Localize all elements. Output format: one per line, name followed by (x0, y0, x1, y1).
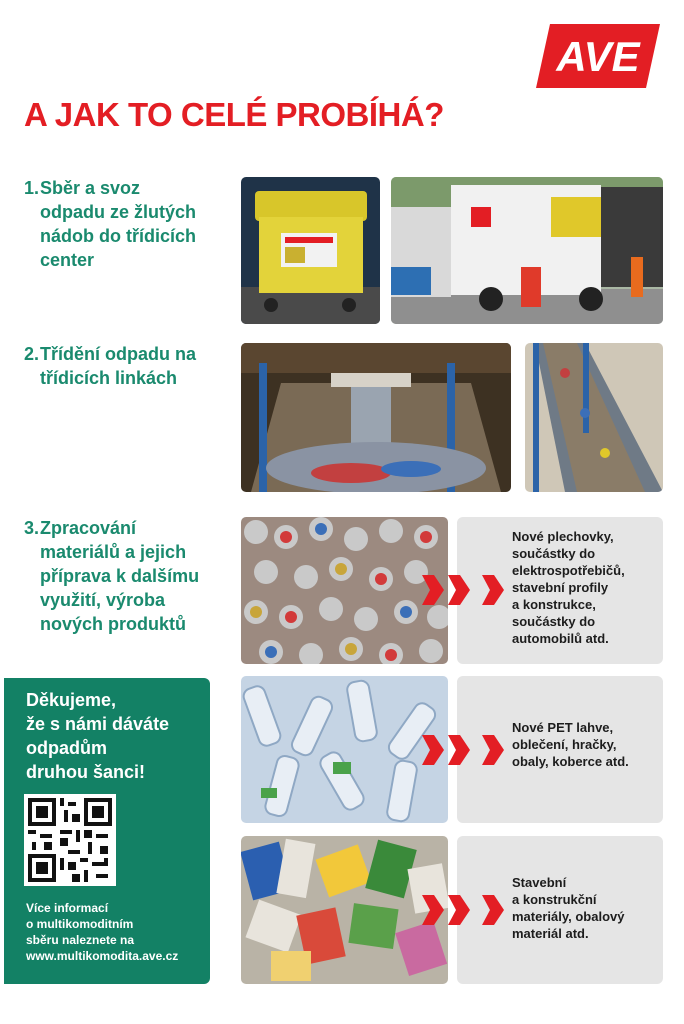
step-3-heading: 3.Zpracování materiálů a jejich příprava k dalšímu využití, výroba nových produktů (24, 518, 200, 634)
output-box-pet: Nové PET lahve, oblečení, hračky, obaly, koberce atd. (457, 676, 663, 823)
svg-text:AVE: AVE (556, 33, 640, 80)
arrow-right-icon (448, 575, 470, 605)
yellow-bin-photo (241, 177, 380, 324)
conveyor-belt-photo (525, 343, 663, 492)
arrow-right-icon (422, 735, 444, 765)
arrow-right-icon (448, 735, 470, 765)
garbage-truck-photo (391, 177, 663, 324)
thank-you-message: Děkujeme, že s námi dáváte odpadům druhou šanci! (26, 690, 170, 782)
more-info-text: Více informací o multikomoditním sběru naleznete na www.multikomodita.ave.cz (26, 901, 179, 963)
ave-logo (536, 24, 660, 88)
arrow-right-icon (422, 895, 444, 925)
crushed-cans-photo (241, 517, 448, 664)
arrow-right-icon (482, 575, 504, 605)
step-1-heading: 1.Sběr a svoz odpadu ze žlutých nádob do třídicích center (24, 178, 197, 270)
cartons-photo (241, 836, 448, 984)
page-title: A JAK TO CELÉ PROBÍHÁ? (24, 96, 444, 133)
output-box-metals: Nové plechovky, součástky do elektrospotřebičů, stavební profily a konstrukce, součástky do automobilů atd. (457, 517, 663, 664)
qr-code[interactable] (24, 794, 116, 886)
output-box-cartons: Stavební a konstrukční materiály, obalový materiál atd. (457, 836, 663, 984)
arrow-right-icon (482, 895, 504, 925)
arrow-right-icon (422, 575, 444, 605)
sorting-line-photo (241, 343, 511, 492)
pet-bottles-photo (241, 676, 448, 823)
thank-you-panel (4, 678, 210, 984)
arrow-right-icon (482, 735, 504, 765)
arrow-right-icon (448, 895, 470, 925)
website-link[interactable]: www.multikomodita.ave.cz (26, 949, 179, 963)
step-2-heading: 2.Třídění odpadu na třídicích linkách (24, 344, 196, 388)
